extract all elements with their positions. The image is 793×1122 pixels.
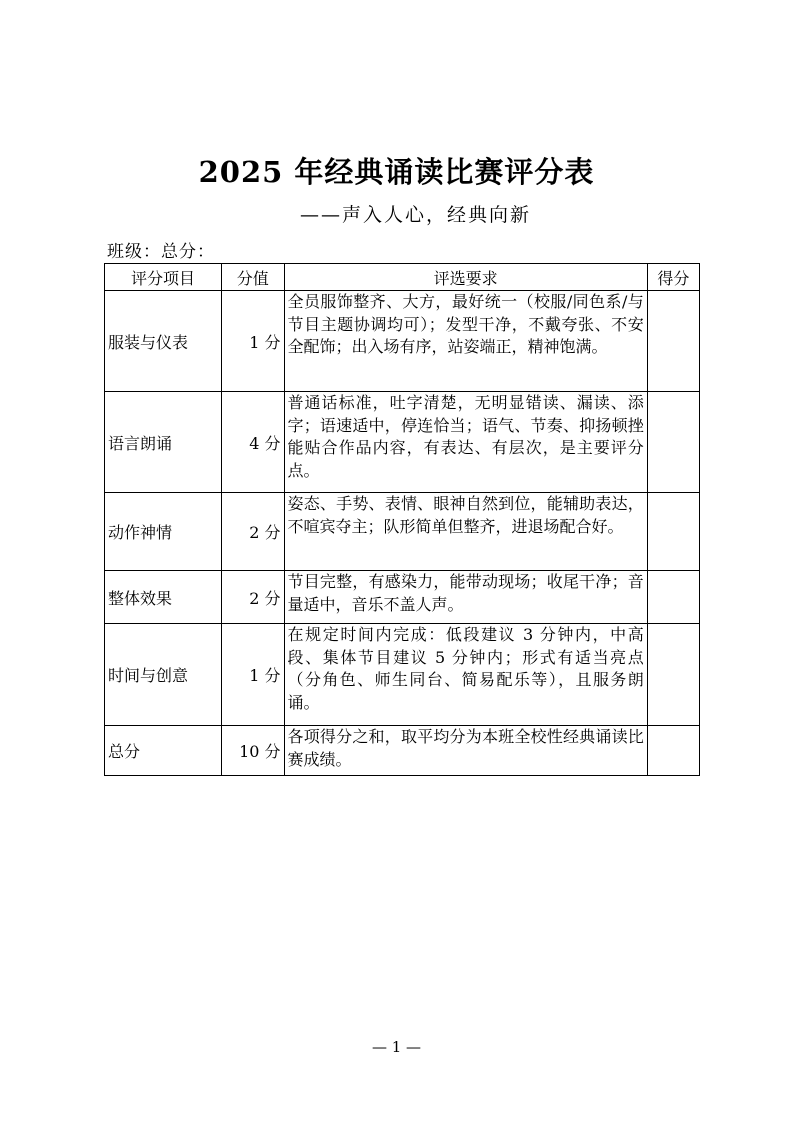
row-value: 2 分 (221, 493, 284, 571)
table-row (105, 726, 700, 776)
row-requirement: 在规定时间内完成：低段建议 3 分钟内，中高段、集体节目建议 5 分钟内；形式有适当亮点（分角色、师生同台、简易配乐等），且服务朗诵。 (284, 624, 647, 726)
row-requirement: 节目完整，有感染力，能带动现场；收尾干净；音量适中，音乐不盖人声。 (284, 571, 647, 624)
row-requirement: 普通话标准，吐字清楚，无明显错读、漏读、添字；语速适中，停连恰当；语气、节奏、抑扬顿挫能贴合作品内容，有表达、有层次，是主要评分点。 (284, 392, 647, 493)
row-item: 时间与创意 (105, 624, 222, 726)
table-row (105, 392, 700, 493)
class-total-line: 班级：总分： (107, 242, 215, 262)
row-value: 4 分 (221, 392, 284, 493)
row-score-cell[interactable] (647, 624, 699, 726)
table-row (105, 493, 700, 571)
table-header-row (105, 264, 700, 291)
row-value: 1 分 (221, 291, 284, 392)
header-score: 得分 (647, 264, 699, 291)
row-requirement: 全员服饰整齐、大方，最好统一（校服/同色系/与节目主题协调均可）；发型干净，不戴夸张、不安全配饰；出入场有序，站姿端正，精神饱满。 (284, 291, 647, 392)
table-row (105, 291, 700, 392)
header-value: 分值 (221, 264, 284, 291)
row-score-cell[interactable] (647, 392, 699, 493)
header-item: 评分项目 (105, 264, 222, 291)
row-score-cell[interactable] (647, 571, 699, 624)
row-requirement: 姿态、手势、表情、眼神自然到位，能辅助表达，不喧宾夺主；队形简单但整齐，进退场配合好。 (284, 493, 647, 571)
row-item: 服装与仪表 (105, 291, 222, 392)
row-score-cell[interactable] (647, 291, 699, 392)
row-value: 1 分 (221, 624, 284, 726)
row-score-cell[interactable] (647, 726, 699, 776)
scoring-table (104, 263, 700, 776)
row-item: 整体效果 (105, 571, 222, 624)
row-value: 10 分 (221, 726, 284, 776)
document-title: 2025 年经典诵读比赛评分表 (198, 155, 595, 189)
page-number: — 1 — (371, 1038, 422, 1056)
document-subtitle: ——声入人心，经典向新 (300, 204, 532, 226)
header-requirement: 评选要求 (284, 264, 647, 291)
row-item: 动作神情 (105, 493, 222, 571)
table-row (105, 624, 700, 726)
row-value: 2 分 (221, 571, 284, 624)
row-requirement: 各项得分之和，取平均分为本班全校性经典诵读比赛成绩。 (284, 726, 647, 776)
row-score-cell[interactable] (647, 493, 699, 571)
table-row (105, 571, 700, 624)
row-item: 总分 (105, 726, 222, 776)
row-item: 语言朗诵 (105, 392, 222, 493)
